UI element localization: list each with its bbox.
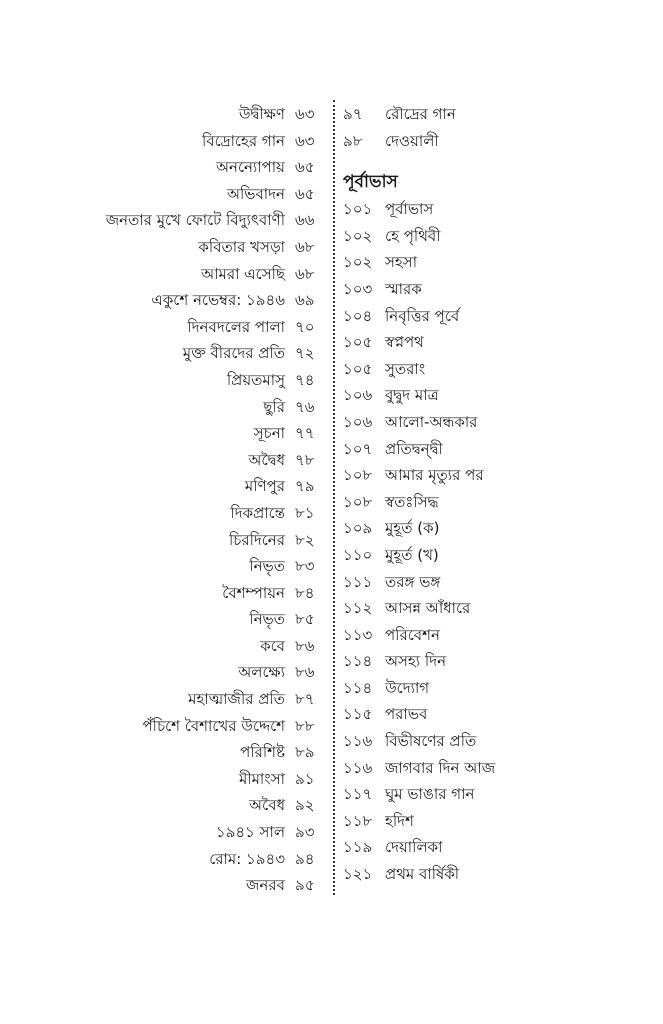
toc-entry-page-number: ১০৯ bbox=[343, 519, 373, 538]
toc-entry-page-number: ১০২ bbox=[343, 226, 373, 245]
toc-entry bbox=[0, 580, 323, 607]
toc-entry-page-number: ১০৪ bbox=[343, 306, 373, 325]
toc-entry-page-number: ৬৫ bbox=[295, 184, 315, 203]
toc-entry bbox=[0, 792, 323, 819]
toc-entry bbox=[343, 728, 643, 755]
toc-entry-page-number: ৭৪ bbox=[295, 370, 315, 389]
toc-entry-title: আলো-অন্ধকার bbox=[385, 412, 478, 431]
toc-entry-page-number: ৭৭ bbox=[295, 424, 315, 443]
toc-entry bbox=[0, 340, 323, 367]
toc-entry bbox=[343, 808, 643, 835]
toc-entry-page-number: ১০৬ bbox=[343, 386, 373, 405]
toc-entry bbox=[0, 314, 323, 341]
toc-entry-page-number: ১০৫ bbox=[343, 333, 373, 352]
toc-entry bbox=[0, 101, 323, 128]
toc-entry-title: উদ্বীক্ষণ bbox=[238, 105, 285, 123]
toc-entry-page-number: ১০২ bbox=[343, 253, 373, 272]
toc-entry-title: ১৯৪১ সাল bbox=[215, 823, 285, 842]
toc-entry-page-number: ৮১ bbox=[295, 503, 315, 522]
toc-entry bbox=[343, 249, 643, 276]
toc-entry-page-number: ১১২ bbox=[343, 599, 373, 618]
toc-entry-page-number: ১০৭ bbox=[343, 439, 373, 458]
toc-entry-title: মীমাংসা bbox=[238, 769, 285, 788]
toc-entry-title: হে পৃথিবী bbox=[385, 226, 441, 245]
toc-entry-title: আমার মৃত্যুর পর bbox=[385, 466, 484, 485]
toc-entry-title: স্মারক bbox=[385, 279, 422, 298]
toc-entry-page-number: ১১৬ bbox=[343, 732, 373, 751]
toc-entry-page-number: ৬৬ bbox=[295, 211, 315, 230]
toc-entry-page-number: ১১৩ bbox=[343, 625, 373, 644]
toc-entry-title: পূর্বাভাস bbox=[385, 200, 434, 219]
toc-entry bbox=[0, 447, 323, 474]
toc-entry-page-number: ১১৬ bbox=[343, 758, 373, 777]
toc-entry-page-number: ৬৮ bbox=[295, 237, 315, 256]
toc-entry bbox=[0, 367, 323, 394]
toc-entry bbox=[0, 287, 323, 314]
toc-entry-title: ঘুম ভাঙার গান bbox=[385, 785, 475, 804]
toc-entry-title: দেওয়ালী bbox=[385, 131, 439, 150]
toc-entry-title: স্বপ্নপথ bbox=[385, 333, 424, 352]
toc-entry-page-number: ১১৪ bbox=[343, 652, 373, 671]
toc-entry-title: প্রিয়তমাসু bbox=[226, 370, 285, 389]
toc-entry-title: স্বতঃসিদ্ধ bbox=[385, 492, 439, 511]
toc-entry bbox=[343, 489, 643, 516]
toc-entry-page-number: ১১১ bbox=[343, 572, 373, 591]
toc-entry bbox=[0, 713, 323, 740]
toc-entry bbox=[0, 819, 323, 846]
toc-entry bbox=[343, 675, 643, 702]
toc-entry-title: অনন্যোপায় bbox=[216, 158, 285, 177]
toc-entry bbox=[0, 261, 323, 288]
toc-entry-page-number: ৮৮ bbox=[295, 716, 315, 735]
toc-entry-title: মুহূর্ত (খ) bbox=[385, 545, 439, 564]
toc-entry-page-number: ৭২ bbox=[295, 344, 315, 363]
toc-entry bbox=[343, 648, 643, 675]
dotted-column-divider bbox=[333, 100, 335, 895]
right-section-entries bbox=[343, 196, 643, 887]
toc-entry bbox=[0, 872, 323, 899]
toc-entry bbox=[343, 128, 643, 155]
toc-entry-page-number: ৯৫ bbox=[295, 876, 315, 895]
toc-entry-title: আমরা এসেছি bbox=[201, 264, 285, 283]
toc-entry-title: দেয়ালিকা bbox=[385, 838, 443, 857]
toc-entry-title: বৈশম্পায়ন bbox=[222, 583, 285, 602]
toc-entry-title: কবে bbox=[260, 636, 285, 655]
toc-entry-title: দিনবদলের পালা bbox=[187, 317, 285, 336]
toc-entry-title: নিবৃত্তির পূর্বে bbox=[385, 306, 460, 325]
toc-entry-title: অভিবাদন bbox=[227, 184, 285, 203]
toc-entry-title: সুতরাং bbox=[385, 359, 426, 378]
toc-entry-title: মুক্ত বীরদের প্রতি bbox=[182, 344, 285, 363]
toc-entry-page-number: ১১৯ bbox=[343, 838, 373, 857]
toc-entry-title: বিদ্রোহের গান bbox=[201, 131, 285, 150]
toc-entry bbox=[0, 686, 323, 713]
toc-entry bbox=[343, 462, 643, 489]
right-toc-column bbox=[343, 101, 643, 888]
toc-entry bbox=[343, 303, 643, 330]
toc-entry bbox=[343, 101, 643, 128]
toc-entry-title: নিভৃত bbox=[249, 610, 285, 629]
toc-entry-title: অবৈধ bbox=[248, 796, 285, 815]
toc-entry-title: সূচনা bbox=[253, 424, 285, 443]
toc-entry-page-number: ১১৫ bbox=[343, 705, 373, 724]
toc-entry bbox=[0, 394, 323, 421]
toc-entry-title: রৌদ্রের গান bbox=[385, 105, 456, 123]
toc-entry bbox=[343, 622, 643, 649]
toc-entry-title: জনরব bbox=[246, 876, 285, 895]
toc-entry bbox=[0, 128, 323, 155]
toc-entry-title: বিভীষণের প্রতি bbox=[385, 732, 477, 751]
left-toc-column bbox=[0, 101, 323, 899]
toc-entry-page-number: ১১০ bbox=[343, 545, 373, 564]
toc-entry-page-number: ৯২ bbox=[295, 796, 315, 815]
toc-entry bbox=[343, 356, 643, 383]
toc-entry-page-number: ১০৬ bbox=[343, 412, 373, 431]
toc-entry-title: অলক্ষ্যে bbox=[238, 663, 285, 682]
toc-entry-title: অদ্বৈধ bbox=[248, 450, 285, 469]
toc-entry bbox=[343, 861, 643, 888]
toc-entry-title: মুহূর্ত (ক) bbox=[385, 519, 440, 538]
toc-entry-page-number: ৬৯ bbox=[295, 291, 315, 310]
toc-entry-title: একুশে নভেম্বর: ১৯৪৬ bbox=[151, 291, 285, 310]
toc-entry-title: পঁচিশে বৈশাখের উদ্দেশে bbox=[142, 716, 285, 735]
toc-entry-page-number: ১১৪ bbox=[343, 678, 373, 697]
toc-entry bbox=[0, 500, 323, 527]
toc-entry bbox=[0, 473, 323, 500]
toc-entry-title: সহসা bbox=[385, 253, 418, 272]
toc-entry bbox=[343, 755, 643, 782]
toc-entry-page-number: ১০১ bbox=[343, 200, 373, 219]
toc-entry-title: প্রথম বার্ষিকী bbox=[385, 865, 460, 884]
toc-entry-title: হদিশ bbox=[385, 811, 414, 830]
toc-entry-title: কবিতার খসড়া bbox=[198, 237, 285, 256]
toc-entry-title: ছুরি bbox=[263, 397, 285, 416]
toc-entry bbox=[0, 207, 323, 234]
toc-entry-page-number: ৮৯ bbox=[295, 743, 315, 762]
toc-entry-page-number: ৭৮ bbox=[295, 450, 315, 469]
toc-entry-page-number: ৯৩ bbox=[295, 823, 315, 842]
toc-entry-title: পরিশিষ্ট bbox=[240, 743, 285, 762]
toc-entry bbox=[0, 739, 323, 766]
toc-entry-page-number: ১০৮ bbox=[343, 492, 373, 511]
toc-entry-title: মণিপুর bbox=[244, 477, 285, 496]
toc-entry-page-number: ১০৮ bbox=[343, 466, 373, 485]
toc-entry bbox=[343, 223, 643, 250]
toc-entry-page-number: ৮৩ bbox=[295, 557, 315, 576]
toc-entry-title: বুদ্বুদ মাত্র bbox=[385, 386, 439, 405]
toc-entry-page-number: ৯১ bbox=[295, 769, 315, 788]
toc-entry-page-number: ৬৩ bbox=[295, 105, 315, 123]
toc-entry bbox=[343, 595, 643, 622]
toc-entry bbox=[0, 527, 323, 554]
toc-entry-title: আসন্ন আঁধারে bbox=[385, 599, 471, 618]
toc-entry-page-number: ১০৫ bbox=[343, 359, 373, 378]
toc-entry bbox=[0, 633, 323, 660]
toc-entry bbox=[343, 569, 643, 596]
toc-entry-page-number: ৮৬ bbox=[295, 663, 315, 682]
toc-entry-title: জনতার মুখে ফোটে বিদ্যুৎবাণী bbox=[105, 211, 285, 230]
section-title: পূর্বাভাস bbox=[343, 172, 398, 193]
toc-entry bbox=[343, 329, 643, 356]
toc-entry-page-number: ৭৯ bbox=[295, 477, 315, 496]
toc-entry bbox=[343, 515, 643, 542]
toc-entry-page-number: ৮২ bbox=[295, 530, 315, 549]
toc-entry bbox=[0, 154, 323, 181]
toc-entry-page-number: ৭৬ bbox=[295, 397, 315, 416]
toc-entry bbox=[343, 542, 643, 569]
toc-entry-page-number: ১০৩ bbox=[343, 279, 373, 298]
toc-entry-title: মহাত্মাজীর প্রতি bbox=[188, 690, 285, 709]
toc-entry-title: নিভৃত bbox=[249, 557, 285, 576]
toc-entry-page-number: ৯৮ bbox=[343, 131, 363, 150]
toc-entry bbox=[0, 553, 323, 580]
toc-entry-page-number: ১২১ bbox=[343, 865, 373, 884]
toc-entry-page-number: ৬৩ bbox=[295, 131, 315, 150]
toc-entry bbox=[343, 409, 643, 436]
toc-entry-title: অসহ্য দিন bbox=[385, 652, 447, 671]
toc-entry-title: তরঙ্গ ভঙ্গ bbox=[385, 572, 441, 591]
toc-entry-title: পরিবেশন bbox=[385, 625, 440, 644]
toc-entry-page-number: ৯৪ bbox=[295, 849, 315, 868]
toc-entry bbox=[343, 276, 643, 303]
toc-entry-title: চিরদিনের bbox=[228, 530, 285, 549]
toc-entry-page-number: ৬৫ bbox=[295, 158, 315, 177]
toc-entry bbox=[343, 382, 643, 409]
toc-entry-page-number: ৮৭ bbox=[295, 690, 315, 709]
toc-entry-page-number: ১১৭ bbox=[343, 785, 373, 804]
toc-entry-page-number: ৮৫ bbox=[295, 610, 315, 629]
toc-entry bbox=[343, 834, 643, 861]
toc-entry-title: রোম: ১৯৪৩ bbox=[209, 849, 285, 868]
toc-entry-page-number: ৮৬ bbox=[295, 636, 315, 655]
toc-entry-page-number: ১১৮ bbox=[343, 811, 373, 830]
toc-entry-title: জাগবার দিন আজ bbox=[385, 758, 496, 777]
toc-entry bbox=[343, 196, 643, 223]
toc-entry-page-number: ৯৭ bbox=[343, 105, 363, 123]
toc-entry bbox=[343, 781, 643, 808]
toc-entry-title: দিকপ্রান্তে bbox=[230, 503, 285, 522]
toc-entry bbox=[0, 234, 323, 261]
toc-entry-title: উদ্যোগ bbox=[385, 678, 430, 697]
toc-entry bbox=[0, 181, 323, 208]
toc-entry-page-number: ৬৮ bbox=[295, 264, 315, 283]
toc-entry-title: পরাভব bbox=[385, 705, 428, 724]
toc-entry bbox=[0, 420, 323, 447]
toc-entry-title: প্রতিদ্বন্দ্বী bbox=[385, 439, 443, 458]
toc-entry bbox=[0, 766, 323, 793]
toc-entry bbox=[0, 659, 323, 686]
toc-entry bbox=[0, 846, 323, 873]
toc-entry bbox=[343, 436, 643, 463]
toc-entry bbox=[343, 701, 643, 728]
toc-entry-page-number: ৭০ bbox=[295, 317, 315, 336]
right-top-entries bbox=[343, 101, 643, 154]
toc-entry-page-number: ৮৪ bbox=[295, 583, 315, 602]
toc-entry bbox=[0, 606, 323, 633]
